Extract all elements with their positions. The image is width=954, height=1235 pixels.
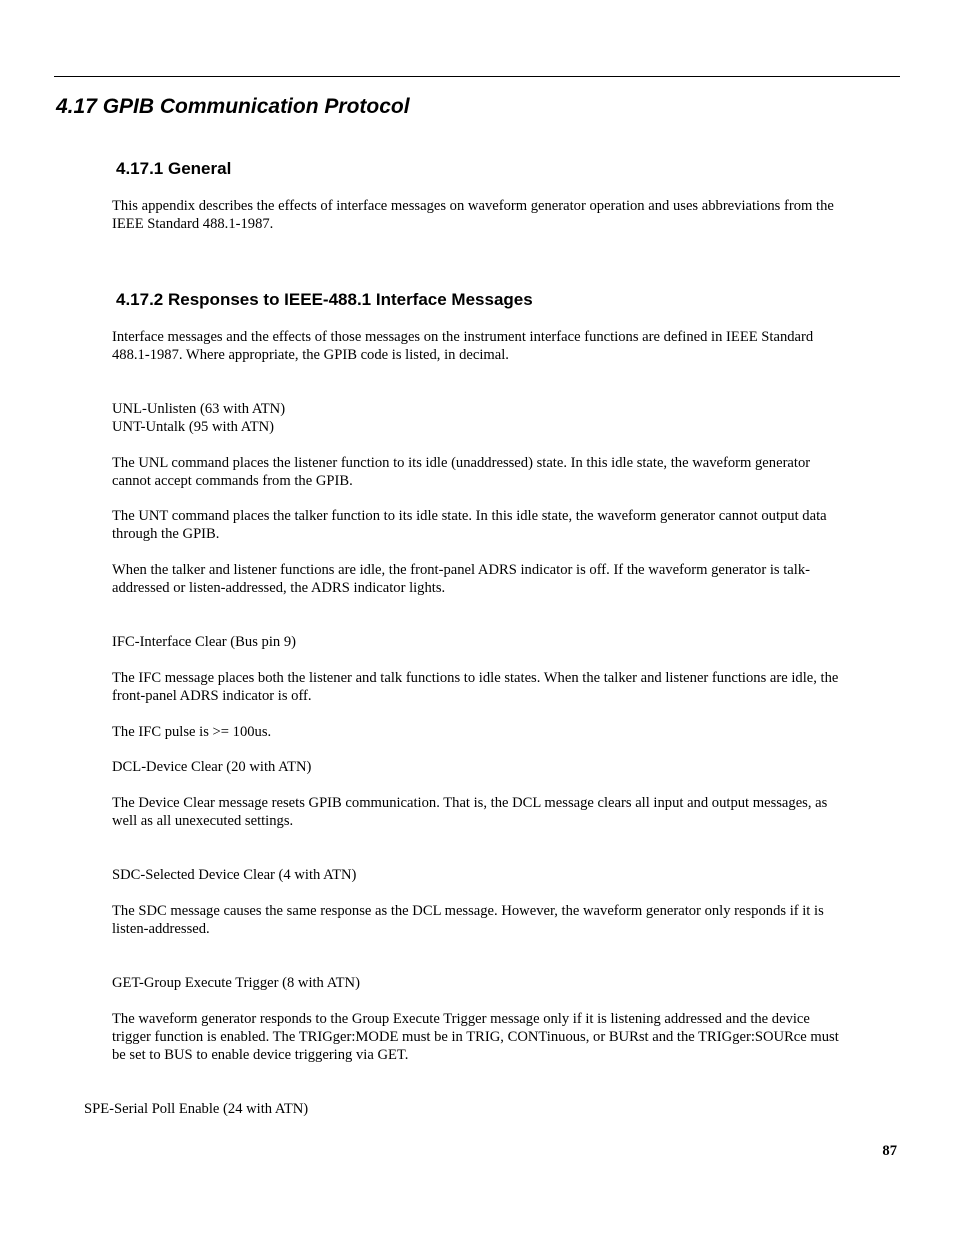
text-line: trigger function is enabled. The TRIGger:MODE must be in TRIG, CONTinuous, or BURst and the TRIGger:SOURce must bbox=[112, 1029, 839, 1045]
ifc-label bbox=[112, 633, 898, 651]
text-line: The waveform generator responds to the Group Execute Trigger message only if it is listening addressed and the device bbox=[112, 1011, 810, 1027]
subsection-responses-title: 4.17.2 Responses to IEEE-488.1 Interface Messages bbox=[116, 290, 533, 309]
text-line: IFC-Interface Clear (Bus pin 9) bbox=[112, 634, 296, 650]
text-line: GET-Group Execute Trigger (8 with ATN) bbox=[112, 975, 360, 991]
unl-paragraph bbox=[112, 454, 898, 490]
text-line: addressed or listen-addressed, the ADRS indicator lights. bbox=[112, 580, 446, 596]
text-line: front-panel ADRS indicator is off. bbox=[112, 688, 312, 704]
text-line: The SDC message causes the same response as the DCL message. However, the waveform generator only responds if it is bbox=[112, 903, 824, 919]
text-line: 488.1-1987. Where appropriate, the GPIB code is listed, in decimal. bbox=[112, 347, 509, 363]
adrs-paragraph bbox=[112, 561, 898, 597]
text-line: Interface messages and the effects of those messages on the instrument interface functions are defined in IEEE Standard bbox=[112, 329, 814, 345]
unt-paragraph bbox=[112, 507, 898, 543]
ifc-pulse-paragraph bbox=[112, 723, 898, 741]
dcl-paragraph bbox=[112, 794, 898, 830]
dcl-label bbox=[112, 758, 898, 776]
text-line: The UNT command places the talker function to its idle state. In this idle state, the waveform generator cannot output data bbox=[112, 508, 827, 524]
get-label bbox=[112, 974, 898, 992]
text-line: The IFC message places both the listener and talk functions to idle states. When the talker and listener functions are idle, the bbox=[112, 670, 839, 686]
general-paragraph bbox=[112, 197, 898, 233]
spe-label bbox=[84, 1100, 870, 1118]
page-number: 87 bbox=[882, 1143, 897, 1159]
text-line: well as all unexecuted settings. bbox=[112, 813, 294, 829]
text-line: The UNL command places the listener function to its idle (unaddressed) state. In this idle state, the waveform generator bbox=[112, 455, 811, 471]
text-line: be set to BUS to enable device triggering via GET. bbox=[112, 1047, 409, 1063]
header-rule bbox=[54, 76, 900, 77]
section-title: 4.17 GPIB Communication Protocol bbox=[56, 95, 410, 118]
text-line: DCL-Device Clear (20 with ATN) bbox=[112, 759, 312, 775]
text-line: UNT-Untalk (95 with ATN) bbox=[112, 419, 275, 435]
text-line: listen-addressed. bbox=[112, 921, 210, 937]
text-line: SPE-Serial Poll Enable (24 with ATN) bbox=[84, 1101, 309, 1117]
text-line: The Device Clear message resets GPIB communication. That is, the DCL message clears all input and output messages, as bbox=[112, 795, 828, 811]
get-paragraph bbox=[112, 1010, 898, 1064]
text-line: cannot accept commands from the GPIB. bbox=[112, 473, 353, 489]
text-line: IEEE Standard 488.1-1987. bbox=[112, 216, 274, 232]
unl-unt-label bbox=[112, 400, 898, 436]
text-line: This appendix describes the effects of interface messages on waveform generator operation and uses abbreviations from the bbox=[112, 198, 834, 214]
subsection-general-title: 4.17.1 General bbox=[116, 159, 232, 178]
ifc-paragraph bbox=[112, 669, 898, 705]
text-line: SDC-Selected Device Clear (4 with ATN) bbox=[112, 867, 357, 883]
text-line: through the GPIB. bbox=[112, 526, 220, 542]
sdc-paragraph bbox=[112, 902, 898, 938]
sdc-label bbox=[112, 866, 898, 884]
text-line: When the talker and listener functions are idle, the front-panel ADRS indicator is off. If the waveform generator is talk- bbox=[112, 562, 810, 578]
text-line: UNL-Unlisten (63 with ATN) bbox=[112, 401, 286, 417]
responses-intro-paragraph bbox=[112, 328, 898, 364]
text-line: The IFC pulse is >= 100us. bbox=[112, 724, 272, 740]
